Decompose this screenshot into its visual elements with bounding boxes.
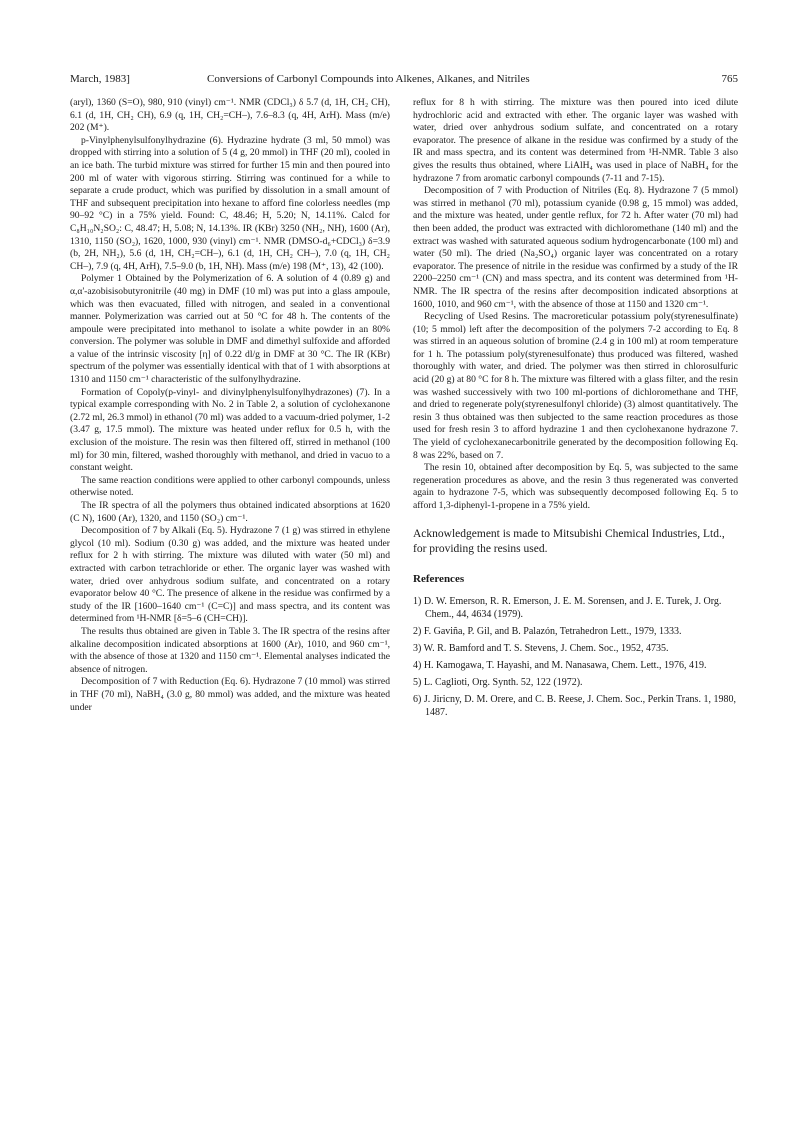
- paragraph: p-Vinylphenylsulfonylhydrazine (6). Hydrazine hydrate (3 ml, 50 mmol) was dropped with stirring into a solution of 5 (4 g, 20 mmol) in THF (20 ml), cooled in an ice bath. The turbid mixture was stirred for further 15 min and then poured into 200 ml of water with vigorous stirring. Stirring was continued for a while to separate a crude product, which was purified by dissolution in a small amount of THF and subsequent precipitation into hexane to afford fine colorless needles (mp 90–92 °C) in a 75% yield. Found: C, 48.46; H, 5.20; N, 14.11%. Calcd for C₈H₁₀N₂SO₂: C, 48.47; H, 5.08; N, 14.13%. IR (KBr) 3250 (NH₂, NH), 1600 (Ar), 1310, 1150 (SO₂), 1620, 1000, 930 (vinyl) cm⁻¹. NMR (DMSO-d₆+CDCl₃) δ=3.9 (b, 2H, NH₂), 5.6 (d, 1H, CH₂=CH–), 6.1 (d, 1H, CH₂ CH–), 7.0 (q, 1H, CH₂ CH–), 7.9 (q, 4H, ArH), 7.5–9.0 (b, 1H, NH). Mass (m/e) 198 (M⁺, 13), 42 (100).: [70, 134, 390, 272]
- issue-date: March, 1983]: [70, 73, 130, 85]
- paragraph: The same reaction conditions were applied to other carbonyl compounds, unless otherwise noted.: [70, 474, 390, 499]
- reference-item: 5) L. Caglioti, Org. Synth. 52, 122 (1972).: [413, 677, 583, 689]
- page-number: 765: [721, 73, 738, 85]
- reference-item: 6) J. Jiricny, D. M. Orere, and C. B. Reese, J. Chem. Soc., Perkin Trans. 1, 1980, 1487.: [413, 694, 736, 719]
- running-header: [70, 73, 738, 87]
- paragraph: The results thus obtained are given in Table 3. The IR spectra of the resins after alkaline decomposition indicated absorptions at 1600 (Ar), 1010, and 960 cm⁻¹, with the absence of those at 1320 and 1150 cm⁻¹. Elemental analyses indicated the absence of nitrogen.: [70, 625, 390, 675]
- references-list: [413, 595, 738, 719]
- paragraph: The resin 10, obtained after decomposition by Eq. 5, was subjected to the same regeneration procedures as above, and the resin 3 thus regenerated was converted again to hydrazone 7-5, which was subsequently decomposed following Eq. 5 to afford 1,3-diphenyl-1-propene in a 75% yield.: [413, 462, 738, 511]
- paragraph: Polymer 1 Obtained by the Polymerization of 6. A solution of 4 (0.89 g) and α,α'-azobisisobutyronitrile (40 mg) in DMF (10 ml) was put into a glass ampoule, which was then evacuated, filled with nitrogen, and sealed in a conventional manner. Polymerization was carried out at 50 °C for 48 h. The contents of the ampoule were precipitated into methanol to isolate a white powder in an 80% conversion. The polymer was soluble in DMF and dimethyl sulfoxide and afforded a value of the intrinsic viscosity [η] of 0.22 dl/g in DMF at 30 °C. The IR (KBr) spectrum of the polymer was essentially identical with that of 1 with absorptions at 1310 and 1150 cm⁻¹ characteristic of the sulfonylhydrazine.: [70, 273, 390, 386]
- paragraph: Recycling of Used Resins. The macroreticular potassium poly(styrenesulfinate) (10; 5 mmol) left after the decomposition of the polymers 7-2 according to Eq. 8 was stirred in an aqueous solution of bromine (2.4 g in 100 ml) at room temperature for 1 h. The potassium poly(styrenesulfonate) thus produced was filtered, washed thoroughly with water, and dried. The polymer was then stirred in chlorosulfuric acid (20 g) at 80 °C for 8 h. The mixture was filtered with a glass filter, and the resin was washed successively with two 100 ml-portions of dichloromethane and THF, and dried to regenerate poly(styrenesulfonyl chloride) (3) almost quantitatively. The resin 3 thus obtained was then subjected to the same reaction procedures as those used for fresh resin 3 to afford hydrazine 1 and then cyclohexanone hydrazone 7. The yield of cyclohexanecarbonitrile generated by the decomposition following Eq. 8 was 22%, based on 7.: [413, 311, 738, 461]
- paragraph: Decomposition of 7 with Production of Nitriles (Eq. 8). Hydrazone 7 (5 mmol) was stirred in methanol (70 ml), potassium cyanide (0.98 g, 15 mmol) was added, and the mixture was heated, under gentle reflux, for 72 h. After water (70 ml) had then been added, the product was extracted with dichloromethane (140 ml) and the extract was washed with saturated aqueous sodium hydrogencarbonate (100 ml) and water (50 ml). The dried (Na₂SO₄) organic layer was concentrated on a rotary evaporator. The presence of nitrile in the residue was confirmed by a study of the IR 2200–2250 cm⁻¹ (CN) and mass spectra, and its content was determined from ¹H-NMR. The IR spectra of the resins after decomposition indicated absorptions at 1600, 1010, and 960 cm⁻¹, with the absence of those at 1150 and 1320 cm⁻¹.: [413, 185, 738, 310]
- paragraph: Decomposition of 7 by Alkali (Eq. 5). Hydrazone 7 (1 g) was stirred in ethylene glycol (10 ml). Sodium (0.30 g) was added, and the mixture was heated under reflux for 2 h with stirring. The mixture was diluted with water (50 ml) and extracted with carbon tetrachloride or ether. The organic layer was washed with water, dried over anhydrous sodium sulfate, and concentrated on a rotary evaporator below 40 °C. The presence of alkene in the residue was confirmed by a study of the IR [1600–1640 cm⁻¹ (C=C)] and mass spectra, and its content was determined from ¹H-NMR [δ=5–6 (CH=CH)].: [70, 525, 390, 625]
- acknowledgement: Acknowledgement is made to Mitsubishi Chemical Industries, Ltd., for providing the resins used.: [413, 527, 725, 555]
- left-column: [70, 97, 390, 714]
- reference-item: 2) F. Gaviña, P. Gil, and B. Palazón, Tetrahedron Lett., 1979, 1333.: [413, 626, 682, 638]
- paragraph: The IR spectra of all the polymers thus obtained indicated absorptions at 1620 (C N), 1600 (Ar), 1320, and 1150 (SO₂) cm⁻¹.: [70, 500, 390, 524]
- right-column: [413, 97, 738, 723]
- paragraph: reflux for 8 h with stirring. The mixture was then poured into iced dilute hydrochloric acid and extracted with ether. The organic layer was washed with water, dried over anhydrous sodium sulfate, and concentrated on a rotary evaporator. The presence of alkane in the residue was confirmed by a study of the IR and mass spectra, and its content was determined from ¹H-NMR. Table 3 also gives the results thus obtained, where LiAlH₄ was used in place of NaBH₄ for the hydrazone 7 from aromatic carbonyl compounds (7-11 and 7-15).: [413, 97, 738, 184]
- reference-item: 4) H. Kamogawa, T. Hayashi, and M. Nanasawa, Chem. Lett., 1976, 419.: [413, 660, 707, 672]
- references-heading: References: [413, 572, 465, 585]
- reference-item: 1) D. W. Emerson, R. R. Emerson, J. E. M. Sorensen, and J. E. Turek, J. Org. Chem., 44, 4634 (1979).: [413, 596, 722, 621]
- reference-item: 3) W. R. Bamford and T. S. Stevens, J. Chem. Soc., 1952, 4735.: [413, 643, 669, 655]
- running-title: Conversions of Carbonyl Compounds into Alkenes, Alkanes, and Nitriles: [207, 73, 530, 85]
- paragraph: Formation of Copoly(p-vinyl- and divinylphenylsulfonylhydrazones) (7). In a typical example corresponding with No. 2 in Table 2, a solution of cyclohexanone (2.72 ml, 26.3 mmol) in ethanol (70 ml) was added to a vacuum-dried polymer, 1-2 (3.47 g, 17.5 mmol). The mixture was heated under reflux for 0.5 h, with the exclusion of the moisture. The resin was then filtered off, stirred in methanol (100 ml) for 30 min, filtered, washed thoroughly with methanol, and dried in vacuo to a constant weight.: [70, 386, 390, 474]
- paragraph: Decomposition of 7 with Reduction (Eq. 6). Hydrazone 7 (10 mmol) was stirred in THF (70 ml), NaBH₄ (3.0 g, 80 mmol) was added, and the mixture was heated under: [70, 676, 390, 713]
- paragraph: (aryl), 1360 (S=O), 980, 910 (vinyl) cm⁻¹. NMR (CDCl₃) δ 5.7 (d, 1H, CH₂ CH), 6.1 (d, 1H, CH₂ CH), 6.9 (q, 1H, CH₂=CH–), 7.6–8.3 (q, 4H, ArH). Mass (m/e) 202 (M⁺).: [70, 97, 390, 134]
